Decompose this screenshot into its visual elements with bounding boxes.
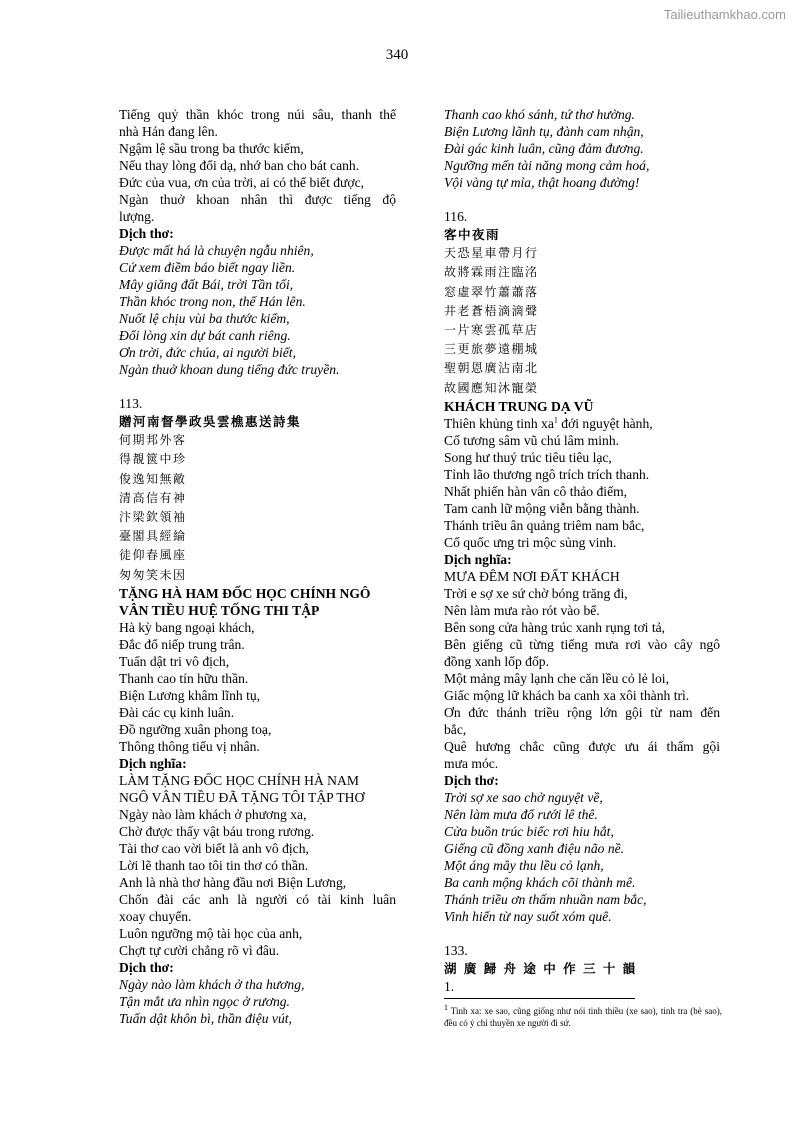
text-line: Tài thơ cao vời biết là anh vô địch, [119,840,309,856]
verse-line: Ngàn thuở khoan dung tiếng đức truyền. [119,362,340,377]
verse-line: Tỉnh lão thương ngô trích trích thanh. [444,466,650,482]
text-line: Anh là nhà thơ hàng đầu nơi Biện Lương, [119,874,347,890]
poem-title: KHÁCH TRUNG DẠ VŨ [444,398,594,414]
text-line: Ngàn thuở khoan nhân thì được tiếng độ [119,192,396,207]
verse-line: Biện Lương lãnh tụ, đành cam nhận, [444,124,644,139]
page-number: 340 [385,47,409,63]
cjk-line: 天恐星車帶月行 [444,246,539,261]
footnote-divider [444,998,635,999]
poem-title: TẶNG HÀ HAM ĐỐC HỌC CHÍNH NGÔ [119,585,371,601]
cjk-poem [444,244,720,398]
poem-number: 133. [444,942,468,958]
verse-line: Thanh cao khó sánh, tứ thơ hường. [444,107,635,122]
verse-line: Mây giăng đất Bái, trời Tần tối, [119,277,294,292]
right-column [444,106,720,995]
verse-translation [119,976,396,1027]
text-line: nhà Hán đang lên. [119,124,218,139]
dich-tho-heading: Dịch thơ: [444,772,499,788]
verse-line: Đài gác kinh luân, cũng đảm đương. [444,141,644,156]
label: Dịch thơ [444,772,495,788]
text-line: Trời e sợ xe sứ chờ bóng trăng đi, [444,585,628,601]
poem-title: VÂN TIỀU HUỆ TỐNG THI TẬP [119,602,320,618]
verse-line: Tận mắt ưa nhìn ngọc ở rương. [119,993,290,1009]
verse-line: Nhất phiến hàn vân cô thảo điếm, [444,483,628,499]
verse-line: Đài các cụ kinh luân. [119,704,235,720]
verse-line: Đắc đổ niếp trung trân. [119,636,245,652]
footnote-ref[interactable]: 1 [553,415,558,425]
verse-line: Tuấn dật khôn bì, thần điệu vút, [119,1010,292,1026]
text-line: Luôn ngưỡng mộ tài học của anh, [119,925,303,941]
cjk-line: 聖朝恩廣沾南北 [444,361,539,376]
label: Dịch nghĩa [119,755,183,771]
label: Dịch nghĩa [444,551,508,567]
poem-number: 113. [119,396,143,411]
text-line: Ơn đức thánh triều rộng lớn gội từ nam đến [444,704,720,720]
text-line: Ngày nào làm khách ở phương xa, [119,806,307,822]
verse-line: Được mất há là chuyện ngẫu nhiên, [119,243,314,258]
text-line: Bên giếng cũ từng tiếng mưa rơi vào cây ngô [444,636,720,652]
text-line: Nếu thay lòng đổi dạ, nhớ ban cho bát canh. [119,158,360,173]
cjk-line: 井老蒼梧滴滴聲 [444,303,539,318]
verse-line: Thần khóc trong non, thế Hán lên. [119,294,306,309]
verse-line: Nuốt lệ chịu vùi ba thước kiếm, [119,311,290,326]
verse-line: Đổi lòng xin dự bát canh riêng. [119,328,291,343]
verse-line: Ngưỡng mến tài năng mong cảm hoá, [444,158,650,173]
verse-line: Cứ xem điềm báo biết ngay liền. [119,260,296,275]
intro-translation [119,106,396,225]
cjk-line: 三更旅夢遠棚城 [444,342,539,357]
verse-line: Cố tương sâm vũ chú lâm minh. [444,432,620,448]
text-line: Ngậm lệ sầu trong ba thước kiếm, [119,141,304,156]
left-column [119,106,396,1027]
verse-text: đới nguyệt hành, [557,415,653,431]
verse-line: Hà kỳ bang ngoại khách, [119,619,255,635]
verse-line: Tuấn dật tri vô địch, [119,653,230,669]
verse-line: Thông thông tiếu vị nhân. [119,738,260,754]
footnote-marker: 1 [444,1003,448,1012]
text-line: Chợt tự cười chẳng rõ vì đâu. [119,942,280,958]
text-line: Quê hương chắc cũng được ưu ái thấm gội [444,738,720,754]
verse-line [444,415,720,432]
cjk-line: 一片寒雲孤草店 [444,323,539,338]
text-line: Lời lẽ thanh tao tôi tin thơ có thần. [119,857,309,873]
cjk-line: 汴梁欽領袖 [119,510,187,525]
text-line: Nên làm mưa rào rót vào bể. [444,602,600,618]
verse-line: Vinh hiển từ nay suốt xóm quê. [444,908,612,924]
verse-line: Ngày nào làm khách ở tha hương, [119,976,305,992]
verse-line: Thanh cao tín hữu thần. [119,670,249,686]
cjk-line: 清高信有神 [119,490,187,505]
cjk-line: 俊逸知無敵 [119,471,187,486]
phien-am [119,619,396,755]
cjk-poem [119,431,396,585]
cjk-line: 故將霖雨注臨洺 [444,265,539,280]
text-line: Chờ được thấy vật báu trong rương. [119,823,315,839]
label: Dịch thơ [119,226,170,241]
cjk-poem-title: 贈河南督學政吳雲樵惠送詩集 [119,414,302,429]
verse-line: Song hư thuý trúc tiêu tiêu lạc, [444,449,612,465]
cjk-line: 窓虛翠竹蕭蕭落 [444,284,539,299]
label: Dịch thơ [119,959,170,975]
text-line: mưa móc. [444,755,499,771]
verse-line: Trời sợ xe sao chở nguyệt về, [444,789,603,805]
verse-line: Cố quốc ưng tri mộc sủng vinh. [444,534,617,550]
dich-tho-heading: Dịch thơ: [119,226,174,241]
verse-line: Một áng mây thu lều cỏ lạnh, [444,857,604,873]
dich-nghia-title: MƯA ĐÊM NƠI ĐẤT KHÁCH [444,568,620,584]
text-line: xoay chuyển. [119,908,192,924]
footnote-text: Tinh xa: xe sao, cũng giống như nói tinh thiều (xe sao), tinh tra (bè sao), đều có ý chỉ thuyền xe người đi sứ. [444,1006,722,1028]
text-line: Bên song cửa hàng trúc xanh rụng tơi tả, [444,619,666,635]
verse-line: Tam canh lữ mộng viễn bằng thành. [444,500,640,516]
text-line: đồng xanh lốp đốp. [444,653,549,669]
verse-line: Ba canh mộng khách cõi thành mê. [444,874,636,890]
cjk-poem-title: 湖 廣 歸 舟 途 中 作 三 十 韻 [444,960,637,976]
verse-translation-continued [444,106,720,191]
cjk-poem-title: 客中夜雨 [444,227,501,242]
text-line: Chốn đài các anh là người có tài kinh luân [119,891,396,907]
verse-line: Thánh triều ơn thấm nhuần nam bắc, [444,891,647,907]
text-line: Một mảng mây lạnh che căn lều cỏ lẻ loi, [444,670,669,686]
cjk-line: 得覩篋中珍 [119,452,187,467]
dich-nghia-heading: Dịch nghĩa: [119,755,187,771]
cjk-line: 故國應知沐寵榮 [444,380,539,395]
watermark: Tailieuthamkhao.com [663,7,786,22]
dich-nghia-heading: Dịch nghĩa: [444,551,512,567]
verse-line: Nên làm mưa đổ rưới lê thê. [444,806,598,822]
text-line: Đức của vua, ơn của trời, ai có thể biết được, [119,175,365,190]
verse-line: Cửa buồn trúc biếc rơi hiu hắt, [444,823,614,839]
verse-line: Thánh triều ân quảng triêm nam bắc, [444,517,645,533]
text-line: Giấc mộng lữ khách ba canh xa xôi thành trì. [444,687,690,703]
poem-number: 116. [444,209,468,224]
verse-line: Giếng cũ đồng xanh điệu não nề. [444,840,625,856]
phien-am [444,415,720,551]
verse-translation [444,789,720,925]
cjk-line: 何期邦外客 [119,433,187,448]
verse-line: Biện Lương khâm lĩnh tụ, [119,687,261,703]
dich-nghia [119,806,396,959]
text-line: lượng. [119,209,155,224]
verse-line: Vội vàng tự mỉa, thật hoang đường! [444,175,640,190]
verse-line: Ơn trời, đức chúa, ai người biết, [119,345,296,360]
cjk-line: 臺閣具經綸 [119,529,187,544]
dich-tho-heading: Dịch thơ: [119,959,174,975]
verse-text: Thiên khủng tinh xa [444,415,554,431]
verse-translation [119,242,396,378]
text-line: Tiếng quỷ thần khóc trong núi sâu, thanh thế [119,107,396,122]
verse-line: Đồ ngưỡng xuân phong toạ, [119,721,272,737]
cjk-line: 徒仰春風座 [119,548,187,563]
dich-nghia-title: NGÔ VÂN TIỀU ĐÃ TẶNG TÔI TẬP THƠ [119,789,365,805]
text-line: bắc, [444,721,467,737]
cjk-line: 匆匆笑未因 [119,567,187,582]
footnote [444,1003,722,1029]
section-number: 1. [444,979,455,995]
dich-nghia [444,585,720,772]
dich-nghia-title: LÀM TẶNG ĐỐC HỌC CHÍNH HÀ NAM [119,772,359,788]
